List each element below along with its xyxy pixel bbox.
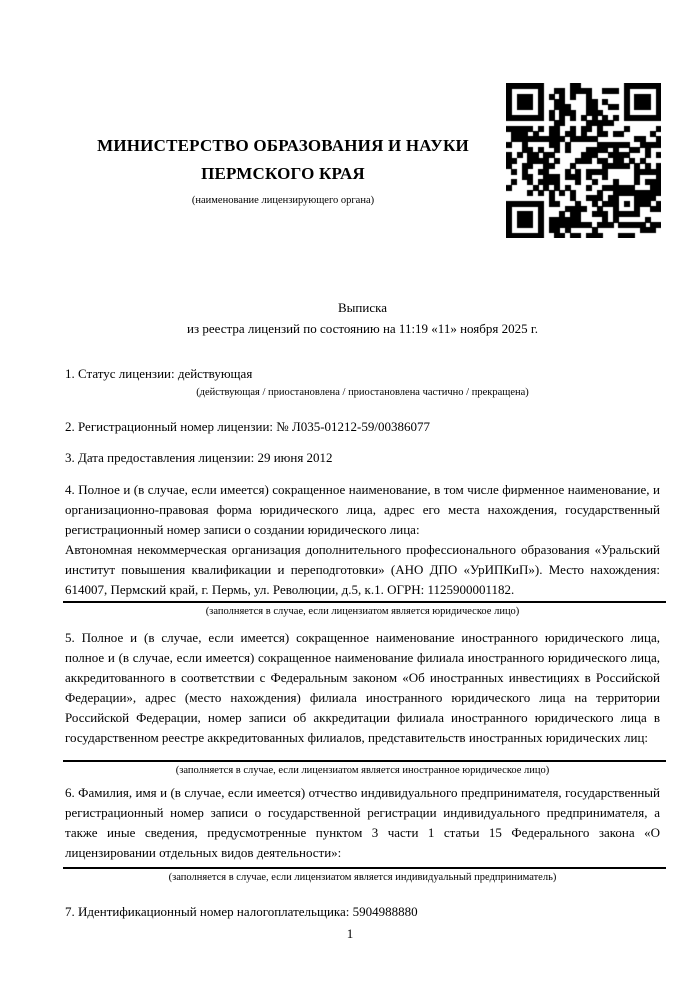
field-foreign-entity — [65, 628, 660, 777]
field-individual-entrepreneur — [65, 783, 660, 884]
field-foreign-entity-note: (заполняется в случае, если лицензиатом является иностранное юридическое лицо) — [175, 765, 550, 776]
document-title-line1: Выписка — [338, 300, 387, 315]
page-number: 1 — [346, 926, 354, 941]
field-taxpayer-number-text: 7. Идентификационный номер налогоплательщика: 5904988880 — [65, 904, 418, 919]
field-license-date-text: 3. Дата предоставления лицензии: 29 июня 2012 — [65, 450, 333, 465]
field-foreign-entity-label: 5. Полное и (в случае, если имеется) сокращенное наименование иностранного юридического лица, полное и (в случае, если имеется) сокращенное наименование филиала иностранного юридического лица, аккредитованного в соответствии с Федеральным законом «Об иностранных инвестициях в Российской Федерации», адрес (место нахождения) филиала иностранного юридического лица на территории Российской Федерации, номер записи об аккредитации филиала иностранного юридического лица в государственном реестре аккредитованных филиалов, представительств иностранных юридических лиц: — [65, 630, 660, 745]
licensing-authority-note: (наименование лицензирующего органа) — [191, 195, 375, 206]
field-foreign-entity-value — [65, 748, 660, 759]
field-license-status-text: 1. Статус лицензии: действующая — [65, 366, 253, 381]
field-license-status — [65, 364, 660, 399]
field-license-date — [65, 448, 660, 468]
document-title — [65, 297, 660, 339]
field-legal-entity-note: (заполняется в случае, если лицензиатом является юридическое лицо) — [205, 606, 520, 617]
field-individual-entrepreneur-note: (заполняется в случае, если лицензиатом является индивидуальный предприниматель) — [168, 872, 557, 883]
ministry-name-line1: МИНИСТЕРСТВО ОБРАЗОВАНИЯ И НАУКИ — [97, 136, 469, 155]
qr-code-icon — [506, 83, 661, 238]
field-registration-number-text: 2. Регистрационный номер лицензии: № Л035-01212-59/00386077 — [65, 419, 431, 434]
field-registration-number — [65, 417, 660, 437]
field-legal-entity-value: Автономная некоммерческая организация дополнительного профессионального образования «Уральский институт повышения квалификации и переподготовки» (АНО ДПО «УрИПКиП»). Место нахождения: 614007, Пермский край, г. Пермь, ул. Революции, д.5, к.1. ОГРН: 1125900001182. — [65, 542, 660, 597]
ministry-name-line2: ПЕРМСКОГО КРАЯ — [201, 164, 365, 183]
field-legal-entity-label: 4. Полное и (в случае, если имеется) сокращенное наименование, в том числе фирменное наименование, и организационно-правовая форма юридического лица, адрес его места нахождения, государственный регистрационный номер записи о создании юридического лица: — [65, 482, 660, 537]
field-license-status-note: (действующая / приостановлена / приостановлена частично / прекращена) — [196, 387, 529, 398]
fill-line — [63, 867, 666, 869]
field-taxpayer-number — [65, 902, 660, 922]
field-legal-entity — [65, 480, 660, 618]
licensing-authority-header — [65, 132, 501, 207]
fill-line — [63, 601, 666, 603]
document-title-line2: из реестра лицензий по состоянию на 11:19 «11» ноября 2025 г. — [187, 321, 538, 336]
qr-code-image — [506, 83, 661, 238]
field-individual-entrepreneur-label: 6. Фамилия, имя и (в случае, если имеется) отчество индивидуального предпринимателя, государственный регистрационный номер записи о государственной регистрации индивидуального предпринимателя, а также иные сведения, предусмотренные пунктом 3 части 1 статьи 15 Федерального закона «О лицензировании отдельных видов деятельности»: — [65, 785, 660, 860]
fill-line — [63, 760, 666, 762]
